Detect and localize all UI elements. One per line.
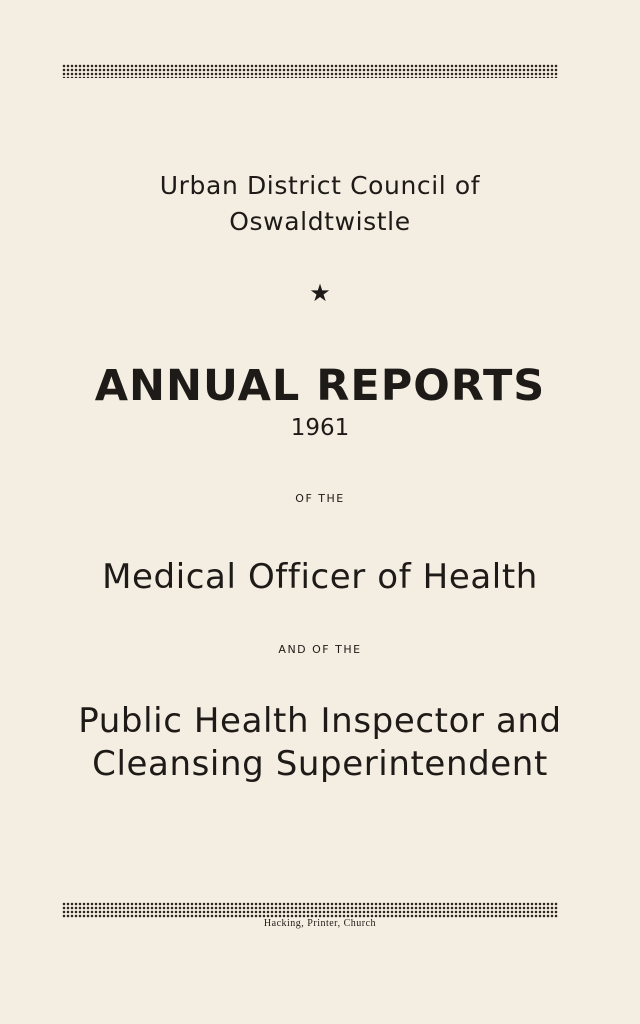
medical-officer-heading: Medical Officer of Health <box>102 557 538 597</box>
public-health-line-1: Public Health Inspector and <box>78 701 562 741</box>
public-health-heading <box>0 700 640 786</box>
report-year: 1961 <box>290 415 350 441</box>
report-title: ANNUAL REPORTS <box>94 361 546 411</box>
of-the-label: OF THE <box>295 492 345 505</box>
council-line-1: Urban District Council of <box>159 171 481 200</box>
bottom-dotted-rule <box>62 902 558 918</box>
council-line-2: Oswaldtwistle <box>229 207 411 236</box>
star-icon: ★ <box>309 279 331 307</box>
public-health-line-2: Cleansing Superintendent <box>92 744 548 784</box>
council-name <box>0 168 640 240</box>
top-dotted-rule <box>62 64 558 78</box>
printer-credit: Hacking, Printer, Church <box>263 918 377 929</box>
and-of-the-label: AND OF THE <box>278 643 362 656</box>
